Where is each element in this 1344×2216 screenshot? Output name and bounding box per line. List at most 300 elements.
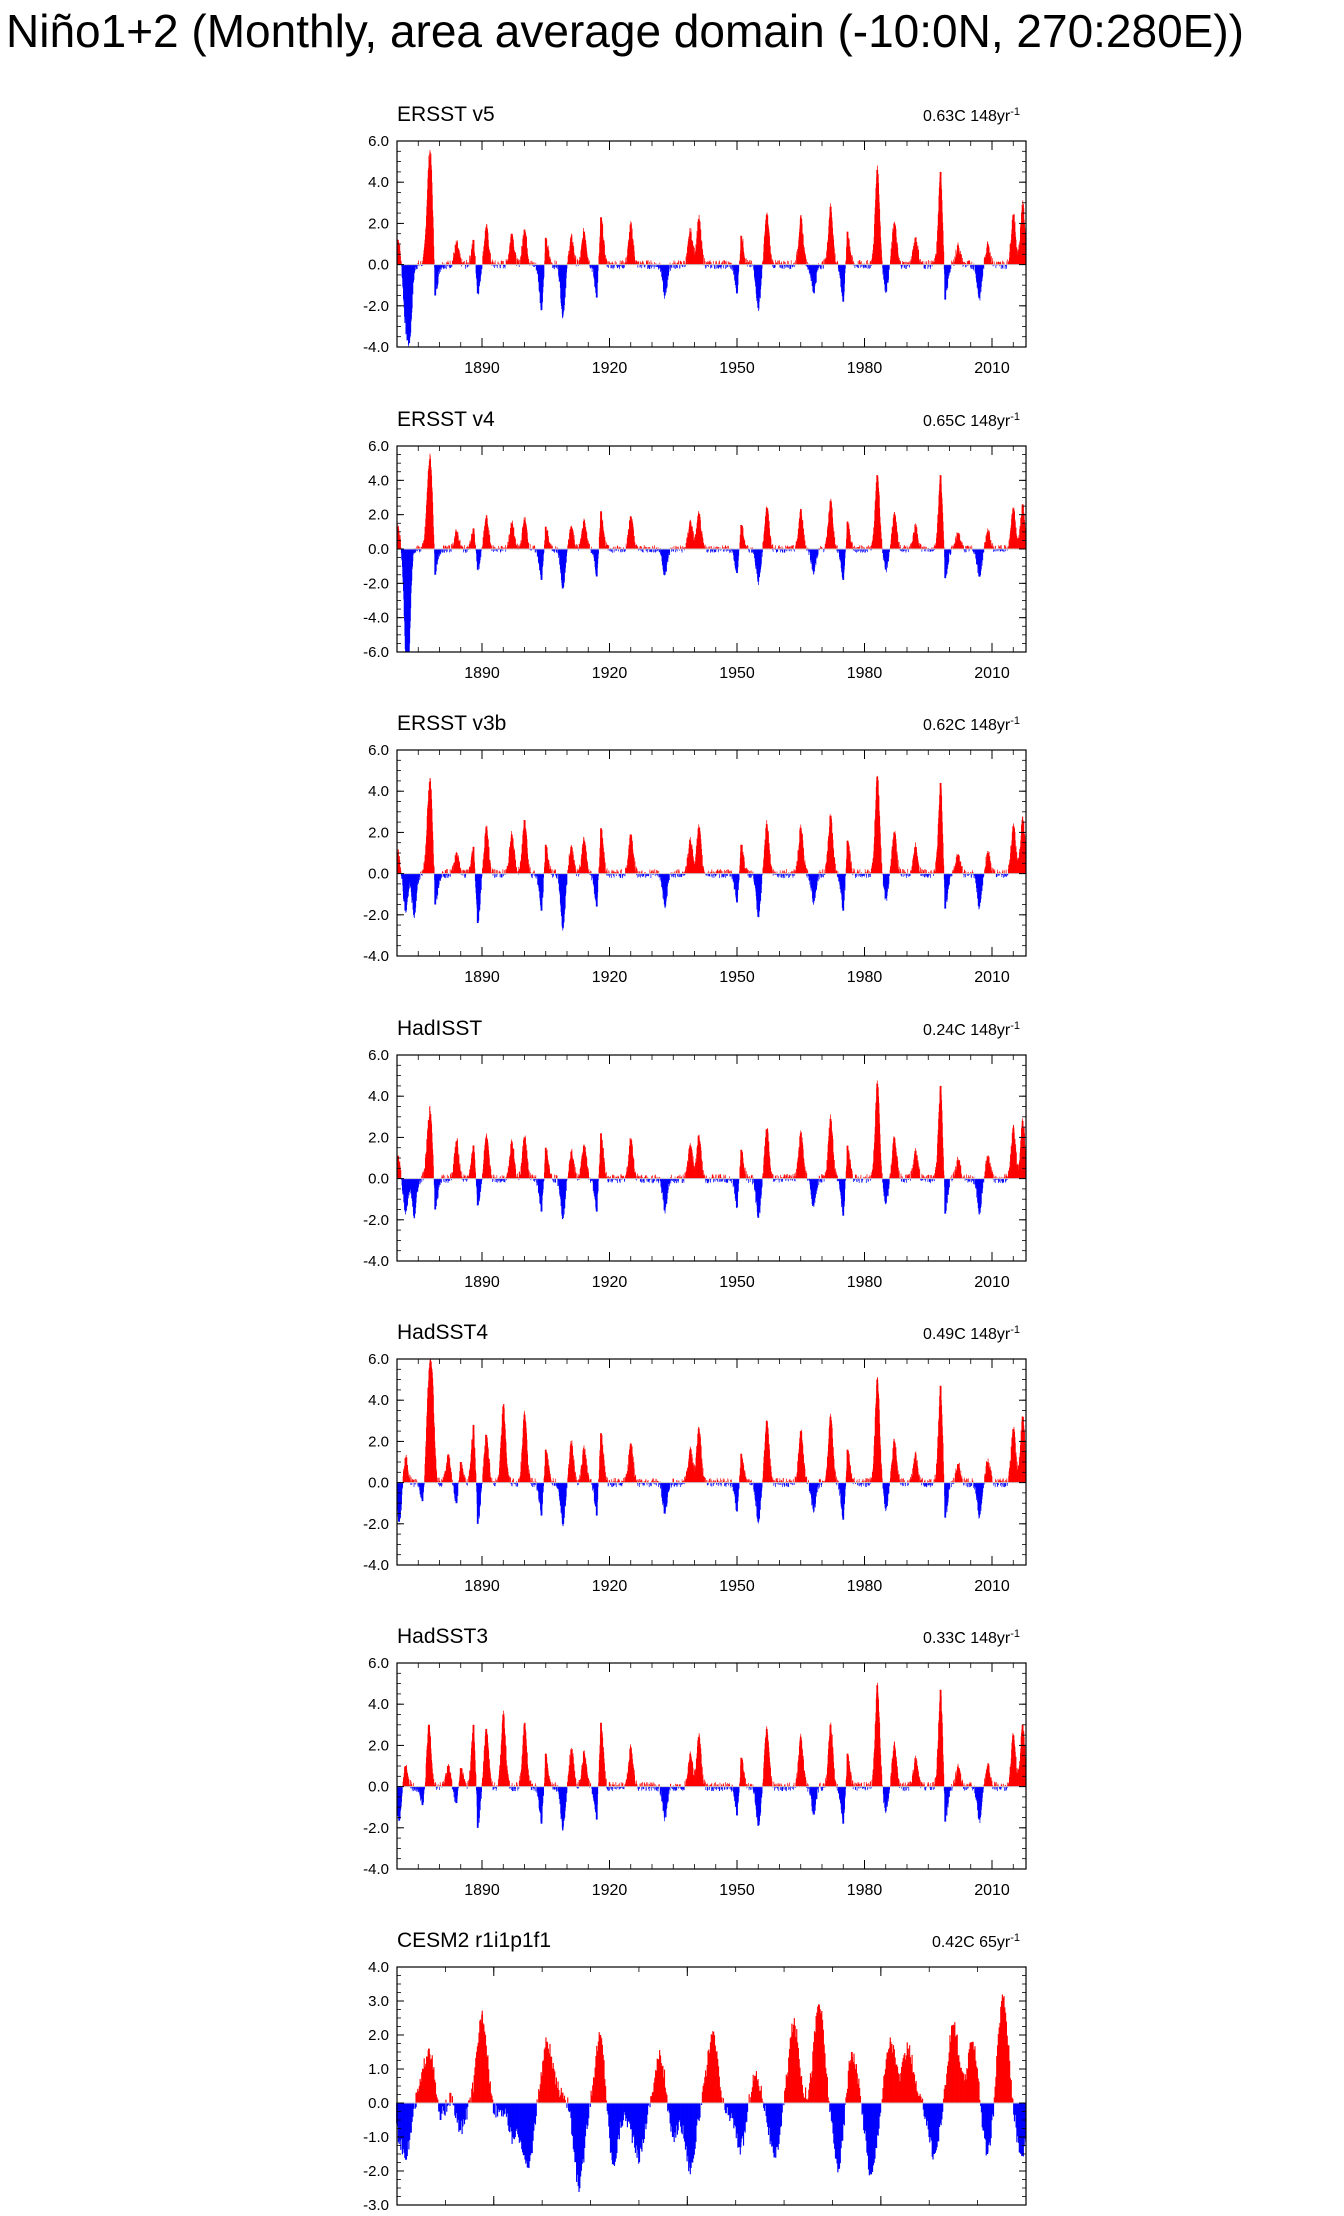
anomaly-bars: [397, 150, 1026, 346]
trend-label: [923, 106, 1020, 125]
anomaly-bar: [606, 545, 607, 549]
anomaly-bar: [669, 549, 670, 555]
anomaly-bar: [530, 544, 531, 549]
sample-bar: [957, 534, 959, 549]
anomaly-bar: [865, 549, 866, 553]
sample-bar: [740, 525, 742, 549]
anomaly-bar: [544, 549, 545, 553]
anomaly-bar: [749, 260, 750, 264]
anomaly-bar: [920, 259, 921, 264]
anomaly-bar: [870, 261, 871, 264]
sample-bar: [1022, 205, 1024, 265]
anomaly-bar: [553, 265, 554, 269]
anomaly-bar: [1001, 545, 1002, 549]
anomaly-bar: [715, 265, 716, 270]
anomaly-bar: [860, 869, 861, 873]
anomaly-bar: [505, 545, 506, 549]
anomaly-bar: [434, 867, 435, 874]
anomaly-bar: [867, 260, 868, 265]
anomaly-bar: [868, 869, 869, 873]
anomaly-bar: [556, 549, 557, 552]
anomaly-bar: [674, 874, 675, 878]
anomaly-bar: [858, 265, 859, 269]
anomaly-bar: [777, 261, 778, 265]
sample-bar: [944, 265, 946, 300]
anomaly-bar: [860, 260, 861, 265]
anomaly-bar: [507, 261, 508, 265]
anomaly-bar: [644, 545, 645, 549]
panel-title: ERSST v4: [397, 408, 495, 431]
plot-frame: [397, 141, 1026, 347]
sample-bar: [524, 230, 526, 265]
anomaly-bar: [555, 870, 556, 874]
anomaly-bar: [494, 874, 495, 878]
anomaly-bar: [869, 265, 870, 269]
x-tick-label: 1980: [846, 665, 883, 682]
anomaly-bar: [950, 265, 951, 273]
anomaly-bar: [819, 874, 820, 880]
anomaly-bar: [924, 265, 925, 269]
anomaly-bar: [719, 870, 720, 873]
y-tick-label: 4.0: [368, 472, 389, 490]
anomaly-bar: [518, 259, 519, 264]
anomaly-bar: [723, 260, 724, 264]
sample-bar: [915, 527, 917, 549]
anomaly-bar: [608, 545, 609, 549]
anomaly-bar: [623, 265, 624, 269]
anomaly-bar: [837, 545, 838, 549]
anomaly-bar: [907, 869, 908, 874]
anomaly-bar: [550, 543, 551, 549]
anomaly-bar: [612, 265, 613, 268]
anomaly-bar: [653, 549, 654, 552]
anomaly-bar: [729, 549, 730, 553]
anomaly-bar: [714, 265, 715, 269]
anomaly-bar: [475, 869, 476, 874]
anomaly-bar: [728, 870, 729, 874]
anomaly-bar: [712, 874, 713, 878]
anomaly-bars: [397, 776, 1026, 931]
anomaly-bar: [643, 549, 644, 552]
anomaly-bar: [1005, 545, 1006, 549]
anomaly-bar: [650, 265, 651, 269]
anomaly-bar: [623, 265, 624, 269]
anomaly-bar: [739, 874, 740, 881]
anomaly-bar: [762, 265, 763, 269]
anomaly-bar: [680, 265, 681, 269]
anomaly-bar: [934, 545, 935, 549]
sample-bar: [830, 207, 832, 265]
anomaly-bar: [861, 545, 862, 549]
anomaly-bar: [718, 265, 719, 269]
anomaly-bar: [748, 870, 749, 873]
sample-bar: [847, 232, 849, 265]
x-tick-label: 1890: [464, 665, 500, 682]
sample-bar: [1022, 506, 1024, 549]
anomaly-bar: [434, 259, 435, 264]
anomaly-bar: [996, 265, 997, 268]
anomaly-bar: [589, 261, 590, 265]
anomaly-bar: [858, 261, 859, 265]
anomaly-bar: [821, 265, 822, 269]
sample-bar: [545, 527, 547, 549]
anomaly-bar: [590, 265, 591, 269]
anomaly-bar: [491, 546, 492, 549]
sample-bar: [596, 549, 598, 576]
sample-bar: [630, 516, 632, 549]
anomaly-bar: [1002, 261, 1003, 265]
sample-bar: [511, 234, 513, 265]
anomaly-bar: [641, 265, 642, 269]
anomaly-bar: [943, 251, 944, 264]
anomaly-bar: [460, 868, 461, 874]
sample-bar: [757, 265, 759, 308]
anomaly-bar: [871, 261, 872, 264]
sample-bar: [1012, 215, 1014, 264]
anomaly-bar: [675, 265, 676, 269]
sample-bar: [541, 265, 543, 310]
anomaly-bar: [930, 261, 931, 265]
anomaly-bar: [446, 869, 447, 874]
anomaly-bar: [598, 265, 599, 271]
anomaly-bar: [544, 265, 545, 278]
sample-bar: [583, 232, 585, 265]
anomaly-bar: [795, 870, 796, 874]
anomaly-bar: [649, 265, 650, 269]
anomaly-bar: [1006, 265, 1007, 269]
anomaly-bar: [863, 265, 864, 269]
anomaly-bar: [502, 874, 503, 878]
anomaly-bar: [965, 549, 966, 553]
anomaly-bar: [902, 261, 903, 265]
sample-bar: [630, 225, 632, 264]
x-tick-label: 1950: [719, 360, 755, 377]
anomaly-bar: [984, 265, 985, 270]
sample-bar: [876, 170, 878, 265]
anomaly-bar: [449, 546, 450, 550]
anomaly-bar: [902, 869, 903, 874]
sample-bar: [570, 238, 572, 265]
anomaly-bar: [674, 265, 675, 269]
anomaly-bar: [500, 874, 501, 878]
anomaly-bar: [953, 260, 954, 265]
anomaly-bar: [450, 869, 451, 873]
anomaly-bar: [824, 869, 825, 873]
anomaly-bar: [614, 549, 615, 552]
anomaly-bar: [749, 874, 750, 878]
anomaly-bar: [414, 549, 415, 553]
x-tick-label: 1920: [591, 360, 628, 377]
sample-bar: [427, 501, 429, 549]
sample-bar: [477, 265, 479, 294]
x-tick-label: 1890: [464, 360, 500, 377]
anomaly-bar: [971, 545, 972, 549]
x-tick-label: 1920: [591, 665, 628, 682]
anomaly-bar: [820, 870, 821, 874]
chart-panel: [363, 712, 1026, 986]
anomaly-bar: [447, 874, 448, 878]
anomaly-bar: [984, 549, 985, 552]
anomaly-bar: [567, 874, 568, 885]
anomaly-bar: [926, 261, 927, 264]
anomaly-bar: [612, 549, 613, 553]
anomaly-bar: [837, 874, 838, 878]
sample-bar: [541, 549, 543, 580]
sample-bar: [698, 515, 700, 549]
sample-bar: [757, 549, 759, 582]
anomaly-bar: [445, 874, 446, 879]
anomaly-bar: [642, 261, 643, 265]
anomaly-bar: [682, 549, 683, 553]
anomaly-bar: [705, 261, 706, 264]
anomaly-bar: [615, 261, 616, 265]
anomaly-bar: [497, 870, 498, 874]
anomaly-bar: [551, 545, 552, 549]
y-tick-label: -2.0: [363, 297, 389, 315]
sample-bar: [430, 482, 432, 549]
anomaly-bar: [636, 866, 637, 873]
anomaly-bar: [773, 265, 774, 269]
anomaly-bar: [620, 874, 621, 878]
anomaly-bar: [449, 549, 450, 552]
anomaly-bar: [532, 874, 533, 878]
chart-panel: [363, 408, 1026, 682]
sample-bar: [689, 522, 691, 549]
anomaly-bar: [861, 261, 862, 264]
anomaly-bar: [555, 869, 556, 873]
anomaly-bar: [818, 265, 819, 270]
anomaly-bar: [654, 265, 655, 269]
anomaly-bar: [749, 549, 750, 552]
sample-bar: [915, 238, 917, 265]
page-title: Niño1+2 (Monthly, area average domain (-10:0N, 270:280E)): [6, 5, 1245, 57]
sample-bar: [596, 265, 598, 298]
anomaly-bar: [503, 869, 504, 873]
y-tick-label: 2.0: [368, 506, 389, 524]
sample-bar: [736, 265, 738, 294]
anomaly-bar: [493, 869, 494, 873]
anomaly-bar: [782, 549, 783, 553]
anomaly-bar: [420, 874, 421, 879]
y-tick-label: -4.0: [363, 609, 389, 627]
y-tick-label: 0.0: [368, 541, 389, 558]
anomaly-bar: [868, 545, 869, 549]
anomaly-bar: [614, 874, 615, 878]
anomaly-bar: [620, 260, 621, 264]
anomaly-bar: [620, 874, 621, 878]
anomaly-bar: [611, 874, 612, 878]
anomaly-bar: [442, 874, 443, 877]
sample-bar: [583, 522, 585, 549]
anomaly-bar: [787, 261, 788, 265]
anomaly-bar: [659, 265, 660, 269]
anomaly-bar: [738, 265, 739, 272]
anomaly-bar: [482, 265, 483, 270]
sample-bar: [405, 265, 407, 319]
y-tick-label: 2.0: [368, 215, 389, 233]
anomaly-bar: [716, 265, 717, 269]
anomaly-bar: [710, 260, 711, 264]
anomaly-bar: [620, 870, 621, 873]
sample-bar: [940, 475, 942, 549]
y-tick-label: 6.0: [368, 438, 389, 455]
sample-bar: [456, 244, 458, 265]
anomaly-bar: [449, 545, 450, 549]
anomaly-bar: [772, 259, 773, 265]
sample-bar: [766, 508, 768, 549]
anomaly-bar: [882, 539, 883, 549]
anomaly-bar: [823, 874, 824, 878]
anomaly-bar: [710, 265, 711, 269]
sample-bar: [978, 549, 980, 576]
anomaly-bar: [791, 260, 792, 264]
sample-bar: [664, 549, 666, 575]
anomaly-bar: [993, 546, 994, 549]
anomaly-bar: [445, 265, 446, 269]
anomaly-bar: [550, 257, 551, 265]
anomaly-bar: [782, 265, 783, 269]
anomaly-bar: [781, 874, 782, 878]
anomaly-bar: [869, 874, 870, 877]
sample-bar: [473, 240, 475, 265]
anomaly-bar: [818, 549, 819, 555]
anomaly-bar: [921, 545, 922, 549]
anomaly-bar: [654, 869, 655, 873]
anomaly-bar: [607, 545, 608, 549]
anomaly-bar: [468, 870, 469, 874]
anomaly-bar: [882, 261, 883, 264]
anomaly-bar: [750, 260, 751, 264]
sample-bar: [698, 219, 700, 264]
anomaly-bar: [445, 546, 446, 549]
sample-bar: [978, 265, 980, 298]
anomaly-bar: [859, 260, 860, 264]
anomaly-bar: [475, 545, 476, 549]
anomaly-bar: [475, 256, 476, 265]
anomaly-bar: [441, 874, 442, 879]
sample-bar: [434, 549, 436, 575]
sample-bar: [427, 207, 429, 265]
anomaly-bar: [607, 261, 608, 264]
anomaly-bar: [860, 874, 861, 877]
sample-bar: [409, 265, 411, 331]
anomaly-bar: [704, 258, 705, 264]
anomaly-bar: [805, 257, 806, 265]
anomaly-bar: [952, 545, 953, 549]
anomaly-bar: [905, 265, 906, 269]
anomaly-bar: [998, 545, 999, 549]
anomaly-bar: [820, 265, 821, 269]
anomaly-bar: [852, 542, 853, 549]
anomaly-bar: [821, 874, 822, 878]
anomaly-bar: [707, 549, 708, 553]
anomaly-bar: [786, 869, 787, 874]
chart-panel: [363, 103, 1026, 377]
anomaly-bar: [806, 868, 807, 874]
anomaly-bar: [747, 870, 748, 874]
anomaly-bar: [851, 868, 852, 873]
sample-bar: [830, 501, 832, 549]
anomaly-bar: [467, 870, 468, 874]
anomaly-bar: [503, 261, 504, 265]
anomaly-bar: [712, 869, 713, 873]
anomaly-bar: [779, 260, 780, 264]
sample-bar: [456, 532, 458, 549]
anomaly-bar: [678, 874, 679, 877]
anomaly-bar: [503, 265, 504, 269]
anomaly-bar: [462, 870, 463, 874]
anomaly-bar: [809, 549, 810, 555]
sample-bar: [689, 232, 691, 265]
x-tick-label: 1950: [719, 665, 755, 682]
anomaly-bar: [449, 265, 450, 269]
anomaly-bar: [651, 874, 652, 879]
anomaly-bar: [434, 543, 435, 549]
anomaly-bar: [825, 258, 826, 265]
anomaly-bar: [860, 545, 861, 549]
anomaly-bar: [622, 874, 623, 879]
anomaly-bar: [785, 545, 786, 549]
anomaly-bar: [889, 265, 890, 270]
anomaly-bar: [495, 870, 496, 874]
anomaly-bar: [837, 549, 838, 553]
anomaly-bar: [718, 869, 719, 874]
sample-bar: [957, 246, 959, 265]
y-tick-label: 6.0: [368, 133, 389, 150]
sample-bar: [407, 549, 409, 650]
anomaly-bars: [397, 454, 1026, 652]
anomaly-bar: [806, 259, 807, 264]
anomaly-bar: [495, 874, 496, 878]
anomaly-bar: [923, 261, 924, 265]
anomaly-bar: [576, 869, 577, 874]
sample-bar: [800, 219, 802, 264]
sample-bar: [562, 549, 564, 588]
anomaly-bar: [719, 261, 720, 265]
anomaly-bar: [567, 265, 568, 269]
anomaly-bar: [638, 261, 639, 265]
anomaly-bar: [443, 545, 444, 549]
anomaly-bar: [790, 265, 791, 269]
anomaly-bar: [793, 545, 794, 549]
anomaly-bar: [589, 544, 590, 549]
anomaly-bar: [795, 260, 796, 264]
anomaly-bar: [931, 260, 932, 264]
anomaly-bar: [904, 545, 905, 549]
anomaly-bar: [882, 863, 883, 873]
anomaly-bar: [903, 869, 904, 873]
anomaly-bar: [589, 543, 590, 549]
anomaly-bar: [654, 545, 655, 549]
anomaly-bar: [501, 261, 502, 265]
trend-exponent: -1: [1010, 106, 1020, 118]
anomaly-bar: [418, 260, 419, 264]
anomaly-bar: [492, 869, 493, 874]
anomaly-bar: [446, 870, 447, 874]
anomaly-bar: [640, 874, 641, 878]
sample-bar: [473, 528, 475, 549]
anomaly-bar: [889, 874, 890, 885]
anomaly-bar: [900, 545, 901, 549]
anomaly-bar: [962, 258, 963, 265]
anomaly-bar: [606, 870, 607, 873]
anomaly-bar: [552, 869, 553, 873]
anomaly-bar: [821, 874, 822, 878]
anomaly-bar: [535, 549, 536, 552]
anomaly-bar: [911, 543, 912, 549]
anomaly-bar: [951, 549, 952, 554]
anomaly-bar: [516, 868, 517, 874]
